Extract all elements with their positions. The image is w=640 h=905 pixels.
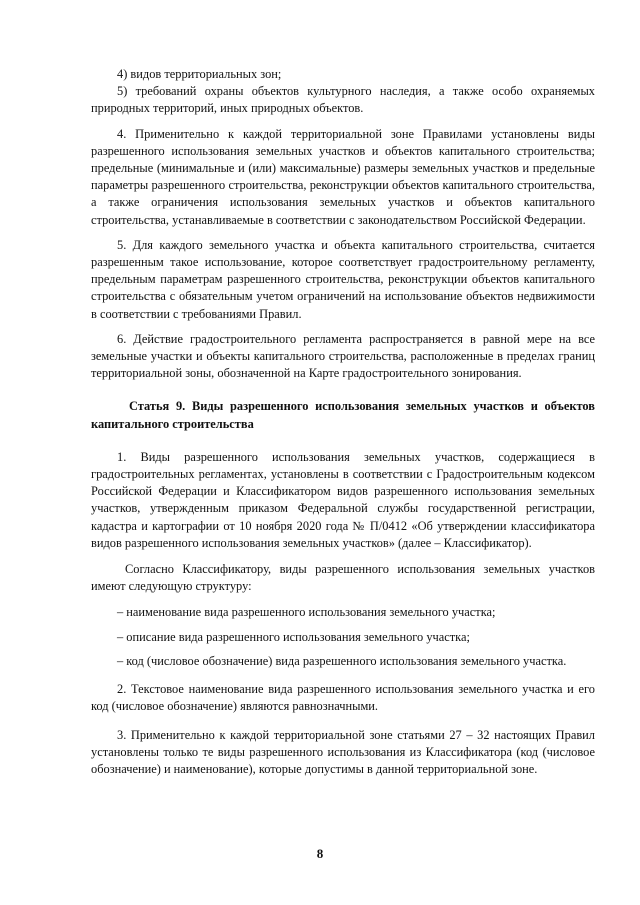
list-item-heritage: 5) требований охраны объектов культурного наследия, а также особо охраняемых природных территорий, иных природных объектов. [91,84,595,116]
page-number: 8 [316,846,324,861]
paragraph-6: 6. Действие градостроительного регламента распространяется в равной мере на все земельные участки и объекты капитального строительства, расположенные в пределах границ территориальной зоны, обозначенной на Карте градостроительного зонирования. [91,331,595,381]
article-paragraph-2: 2. Текстовое наименование вида разрешенного использования земельного участка и его код (числовое обозначение) являются равнозначными. [91,682,595,714]
page-body [91,66,595,778]
article-paragraph-1: 1. Виды разрешенного использования земельных участков, содержащиеся в градостроительных регламентах, установлены в соответствии с Градостроительным кодексом Российской Федерации и Классификатором видов разрешенного использования земельных участков, утвержденным приказом Федеральной службы государственной регистрации, кадастра и картографии от 10 ноября 2020 года № П/0412 «Об утверждении классификатора видов разрешенного использования земельных участков» (далее – Классификатор). [91,449,595,550]
paragraph-5: 5. Для каждого земельного участка и объекта капитального строительства, считается разрешенным такое использование, которое соответствует градостроительному регламенту, предельным параметрам разрешенного строительства, реконструкции объектов капитального строительства с обязательным учетом ограничений на использование объектов недвижимости в соответствии с требованиями Правил. [91,237,595,321]
article-heading: Статья 9. Виды разрешенного использования земельных участков и объектов капитального строительства [91,399,595,431]
list-item-code: – код (числовое обозначение) вида разрешенного использования земельного участка. [117,653,567,668]
paragraph-4: 4. Применительно к каждой территориальной зоне Правилами установлены виды разрешенного использования земельных участков и объектов капитального строительства; предельные (минимальные и (или) максимальные) размеры земельных участков и предельные параметры разрешенного строительства, реконструкции объектов капитального строительства, а также ограничения использования земельных участков и объектов капитального строительства, устанавливаемые в соответствии с законодательством Российской Федерации. [91,126,595,227]
list-item-name: – наименование вида разрешенного использования земельного участка; [117,605,496,620]
article-paragraph-3: 3. Применительно к каждой территориальной зоне статьями 27 – 32 настоящих Правил установлены только те виды разрешенного использования из Классификатора (код (числовое обозначение) и наименование), которые допустимы в данной территориальной зоне. [91,727,595,776]
list-item-zones: 4) видов территориальных зон; [117,67,282,81]
list-item-description: – описание вида разрешенного использования земельного участка; [117,629,470,644]
article-paragraph-structure: Согласно Классификатору, виды разрешенного использования земельных участков имеют следующую структуру: [91,562,595,594]
